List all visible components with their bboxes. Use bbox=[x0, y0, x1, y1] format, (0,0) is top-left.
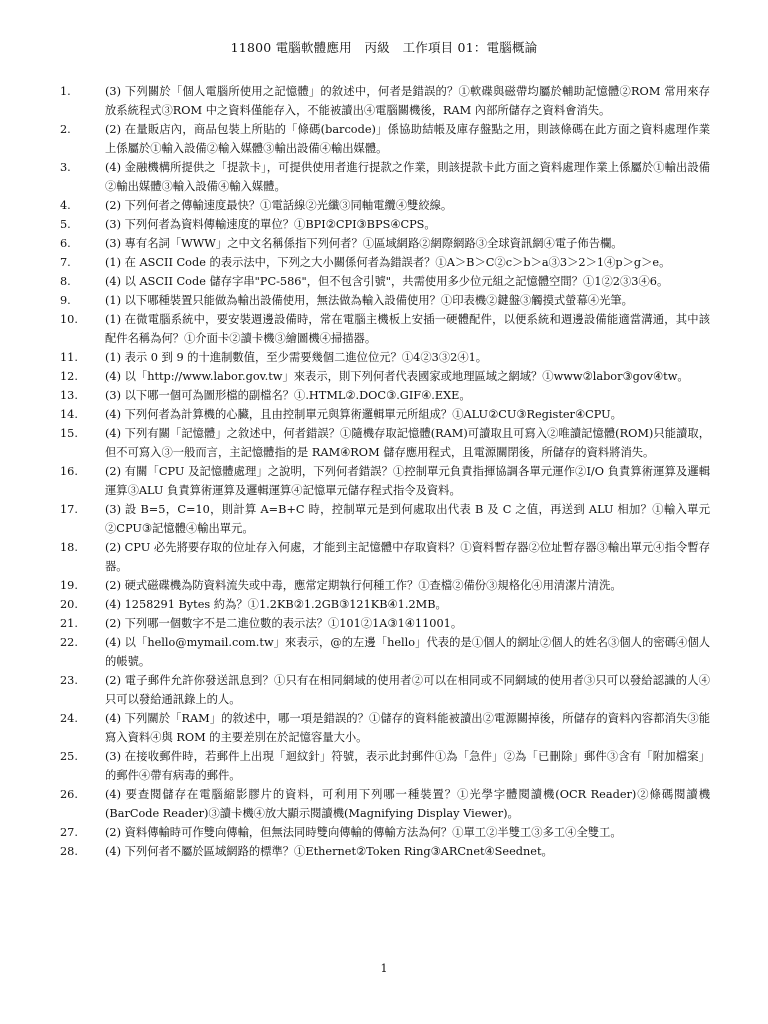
question-number: 21. bbox=[60, 617, 78, 630]
question-text-block bbox=[105, 82, 710, 120]
question-number: 27. bbox=[60, 826, 78, 839]
question-text-block bbox=[105, 500, 710, 538]
question-text-block bbox=[105, 823, 710, 842]
question-number: 16. bbox=[60, 465, 78, 478]
question-text: 金融機構所提供之「提款卡」，可提供使用者進行提款之作業，則該提款卡此方面之資料處理作業上係屬於①輸出設備②輸出媒體③輸入設備④輸入媒體。 bbox=[105, 161, 711, 193]
question-number: 9. bbox=[60, 294, 71, 307]
question-item bbox=[60, 386, 710, 405]
question-text-block bbox=[105, 367, 710, 386]
question-number: 19. bbox=[60, 579, 78, 592]
question-text: 以下哪種裝置只能做為輸出設備使用，無法做為輸入設備使用？①印表機②鍵盤③觸摸式螢幕④光筆。 bbox=[124, 294, 633, 307]
question-number: 14. bbox=[60, 408, 78, 421]
question-number: 20. bbox=[60, 598, 78, 611]
question-item bbox=[60, 291, 710, 310]
question-item bbox=[60, 671, 710, 709]
question-text-block bbox=[105, 272, 710, 291]
question-item bbox=[60, 823, 710, 842]
question-item bbox=[60, 785, 710, 823]
question-text: 以「http://www.labor.gov.tw」來表示，則下列何者代表國家或地理區域之網域？①www②labor③gov④tw。 bbox=[124, 370, 689, 383]
question-text-block bbox=[105, 348, 710, 367]
question-text: 以 ASCII Code 儲存字串"PC-586"，但不包含引號"，共需使用多少位元組之記憶體空間？①1②2③3④6。 bbox=[124, 275, 669, 288]
answer-key: (2) bbox=[105, 674, 125, 687]
answer-key: (4) bbox=[105, 712, 125, 725]
question-text: 下列有關「記憶體」之敘述中，何者錯誤？①隨機存取記憶體(RAM)可讀取且可寫入②唯讀記憶體(ROM)只能讀取，但不可寫入③一般而言，主記憶體指的是 RAM④ROM 儲存應用程式，且電源關閉後，所儲存的資料將消失。 bbox=[105, 427, 711, 459]
question-number: 6. bbox=[60, 237, 71, 250]
question-text: 以「hello@mymail.com.tw」來表示，@的左邊「hello」代表的是①個人的網址②個人的姓名③個人的密碼④個人的帳號。 bbox=[105, 636, 710, 668]
answer-key: (2) bbox=[105, 199, 125, 212]
answer-key: (2) bbox=[105, 541, 125, 554]
question-item bbox=[60, 462, 710, 500]
question-text: 下列關於「個人電腦所使用之記憶體」的敘述中，何者是錯誤的？①軟碟與磁帶均屬於輔助記憶體②ROM 常用來存放系統程式③ROM 中之資料僅能存入，不能被讀出④電腦關機後，RAM 內部所儲存之資料會消失。 bbox=[105, 85, 711, 117]
question-number: 5. bbox=[60, 218, 71, 231]
answer-key: (1) bbox=[105, 313, 125, 326]
question-text-block bbox=[105, 215, 710, 234]
question-text: 要查閱儲存在電腦縮影膠片的資料，可利用下列哪一種裝置？①光學字體閱讀機(OCR Reader)②條碼閱讀機(BarCode Reader)③讀卡機④放大顯示閱讀機(Magnifying Display Viewer)。 bbox=[105, 788, 710, 820]
question-text: 在 ASCII Code 的表示法中，下列之大小關係何者為錯誤者？①A＞B＞C②c＞b＞a③3＞2＞1④p＞g＞e。 bbox=[124, 256, 671, 269]
question-number: 24. bbox=[60, 712, 78, 725]
question-list bbox=[60, 82, 710, 861]
page-header: 11800 電腦軟體應用 丙級 工作項目 01：電腦概論 bbox=[230, 40, 538, 55]
question-item bbox=[60, 405, 710, 424]
question-item bbox=[60, 842, 710, 861]
question-text-block bbox=[105, 196, 710, 215]
question-text: 1258291 Bytes 約為？①1.2KB②1.2GB③121KB④1.2MB。 bbox=[124, 598, 447, 611]
question-text: 資料傳輸時可作雙向傳輸，但無法同時雙向傳輸的傳輸方法為何？①單工②半雙工③多工④全雙工。 bbox=[124, 826, 622, 839]
question-item bbox=[60, 158, 710, 196]
answer-key: (3) bbox=[105, 85, 125, 98]
question-text: 下列哪一個數字不是二進位數的表示法？①101②1A③1④11001。 bbox=[124, 617, 463, 630]
answer-key: (2) bbox=[105, 123, 125, 136]
answer-key: (4) bbox=[105, 161, 125, 174]
answer-key: (3) bbox=[105, 750, 125, 763]
answer-key: (4) bbox=[105, 636, 125, 649]
question-number: 10. bbox=[60, 313, 78, 326]
question-number: 11. bbox=[60, 351, 78, 364]
question-number: 25. bbox=[60, 750, 78, 763]
question-text-block bbox=[105, 253, 710, 272]
question-text-block bbox=[105, 633, 710, 671]
answer-key: (4) bbox=[105, 408, 125, 421]
question-text-block bbox=[105, 291, 710, 310]
answer-key: (4) bbox=[105, 275, 125, 288]
question-text: 在量販店內，商品包裝上所貼的「條碼(barcode)」係協助結帳及庫存盤點之用，則該條碼在此方面之資料處理作業上係屬於①輸入設備②輸入媒體③輸出設備④輸出媒體。 bbox=[105, 123, 711, 155]
question-number: 12. bbox=[60, 370, 78, 383]
answer-key: (2) bbox=[105, 617, 125, 630]
question-text-block bbox=[105, 595, 710, 614]
question-item bbox=[60, 82, 710, 120]
answer-key: (1) bbox=[105, 256, 125, 269]
question-text-block bbox=[105, 234, 710, 253]
question-item bbox=[60, 595, 710, 614]
answer-key: (2) bbox=[105, 826, 125, 839]
question-item bbox=[60, 576, 710, 595]
question-text: 在接收郵件時，若郵件上出現「迴紋針」符號，表示此封郵件①為「急件」②為「已刪除」郵件③含有「附加檔案」的郵件④帶有病毒的郵件。 bbox=[105, 750, 710, 782]
question-text: 下列何者為計算機的心臟，且由控制單元與算術邏輯單元所組成？①ALU②CU③Register④CPU。 bbox=[124, 408, 622, 421]
question-text-block bbox=[105, 424, 710, 462]
page-number: 1 bbox=[380, 962, 388, 975]
answer-key: (4) bbox=[105, 370, 125, 383]
question-item bbox=[60, 538, 710, 576]
question-text-block bbox=[105, 405, 710, 424]
question-text: 設 B=5，C=10，則計算 A=B+C 時，控制單元是到何處取出代表 B 及 C 之值，再送到 ALU 相加？①輸入單元②CPU③記憶體④輸出單元。 bbox=[105, 503, 710, 535]
question-number: 23. bbox=[60, 674, 78, 687]
question-text-block bbox=[105, 538, 710, 576]
answer-key: (2) bbox=[105, 465, 125, 478]
question-text-block bbox=[105, 576, 710, 595]
question-text: 在微電腦系統中，要安裝週邊設備時，常在電腦主機板上安插一硬體配件，以便系統和週邊設備能適當溝通，其中該配件名稱為何？①介面卡②讀卡機③繪圖機④掃描器。 bbox=[105, 313, 710, 345]
question-text: 下列關於「RAM」的敘述中，哪一項是錯誤的？①儲存的資料能被讀出②電源關掉後，所儲存的資料內容都消失③能寫入資料④與 ROM 的主要差別在於記憶容量大小。 bbox=[105, 712, 710, 744]
question-item bbox=[60, 747, 710, 785]
question-number: 8. bbox=[60, 275, 71, 288]
question-number: 3. bbox=[60, 161, 71, 174]
answer-key: (1) bbox=[105, 351, 125, 364]
answer-key: (4) bbox=[105, 788, 126, 801]
answer-key: (2) bbox=[105, 579, 125, 592]
question-text-block bbox=[105, 842, 710, 861]
question-text-block bbox=[105, 747, 710, 785]
question-text-block bbox=[105, 386, 710, 405]
question-text-block bbox=[105, 709, 710, 747]
question-text: 下列何者之傳輸速度最快？①電話線②光纖③同軸電纜④雙絞線。 bbox=[124, 199, 453, 212]
question-item bbox=[60, 120, 710, 158]
question-text-block bbox=[105, 614, 710, 633]
answer-key: (3) bbox=[105, 389, 125, 402]
answer-key: (4) bbox=[105, 845, 125, 858]
question-item bbox=[60, 633, 710, 671]
question-number: 1. bbox=[60, 85, 71, 98]
question-text: 下列何者為資料傳輸速度的單位？①BPI②CPI③BPS④CPS。 bbox=[124, 218, 436, 231]
question-item bbox=[60, 709, 710, 747]
question-item bbox=[60, 310, 710, 348]
question-item bbox=[60, 234, 710, 253]
question-item bbox=[60, 348, 710, 367]
question-item bbox=[60, 367, 710, 386]
question-number: 18. bbox=[60, 541, 78, 554]
question-text: CPU 必先將要存取的位址存入何處，才能到主記憶體中存取資料？①資料暫存器②位址暫存器③輸出單元④指令暫存器。 bbox=[105, 541, 710, 573]
question-text-block bbox=[105, 158, 710, 196]
question-text: 下列何者不屬於區域網路的標準？①Ethernet②Token Ring③ARCnet④Seednet。 bbox=[124, 845, 553, 858]
question-item bbox=[60, 614, 710, 633]
question-number: 15. bbox=[60, 427, 78, 440]
question-text: 硬式磁碟機為防資料流失或中毒，應常定期執行何種工作？①查檔②備份③規格化④用清潔片清洗。 bbox=[124, 579, 622, 592]
question-text: 以下哪一個可為圖形檔的副檔名？①.HTML②.DOC③.GIF④.EXE。 bbox=[124, 389, 471, 402]
question-number: 2. bbox=[60, 123, 71, 136]
answer-key: (4) bbox=[105, 427, 125, 440]
answer-key: (3) bbox=[105, 503, 125, 516]
question-text-block bbox=[105, 120, 710, 158]
question-item bbox=[60, 253, 710, 272]
question-number: 17. bbox=[60, 503, 78, 516]
question-text: 專有名詞「WWW」之中文名稱係指下列何者？①區域網路②網際網路③全球資訊網④電子佈告欄。 bbox=[124, 237, 623, 250]
question-number: 26. bbox=[60, 788, 78, 801]
answer-key: (3) bbox=[105, 237, 125, 250]
question-number: 7. bbox=[60, 256, 71, 269]
question-number: 13. bbox=[60, 389, 78, 402]
question-text-block bbox=[105, 310, 710, 348]
answer-key: (4) bbox=[105, 598, 125, 611]
question-text-block bbox=[105, 671, 710, 709]
question-number: 28. bbox=[60, 845, 78, 858]
question-text: 電子郵件允許你發送訊息到？①只有在相同網域的使用者②可以在相同或不同網域的使用者③只可以發給認識的人④只可以發給通訊錄上的人。 bbox=[105, 674, 710, 706]
answer-key: (3) bbox=[105, 218, 125, 231]
question-number: 22. bbox=[60, 636, 78, 649]
question-item bbox=[60, 500, 710, 538]
question-text: 表示 0 到 9 的十進制數值，至少需要幾個二進位位元？①4②3③2④1。 bbox=[124, 351, 488, 364]
question-text-block bbox=[105, 462, 710, 500]
question-item bbox=[60, 272, 710, 291]
question-item bbox=[60, 196, 710, 215]
question-number: 4. bbox=[60, 199, 71, 212]
question-item bbox=[60, 215, 710, 234]
question-text-block bbox=[105, 785, 710, 823]
answer-key: (1) bbox=[105, 294, 125, 307]
question-text: 有關「CPU 及記憶體處理」之說明，下列何者錯誤？①控制單元負責指揮協調各單元運作②I/O 負責算術運算及邏輯運算③ALU 負責算術運算及邏輯運算④記憶單元儲存程式指令及資料。 bbox=[105, 465, 710, 497]
question-item bbox=[60, 424, 710, 462]
